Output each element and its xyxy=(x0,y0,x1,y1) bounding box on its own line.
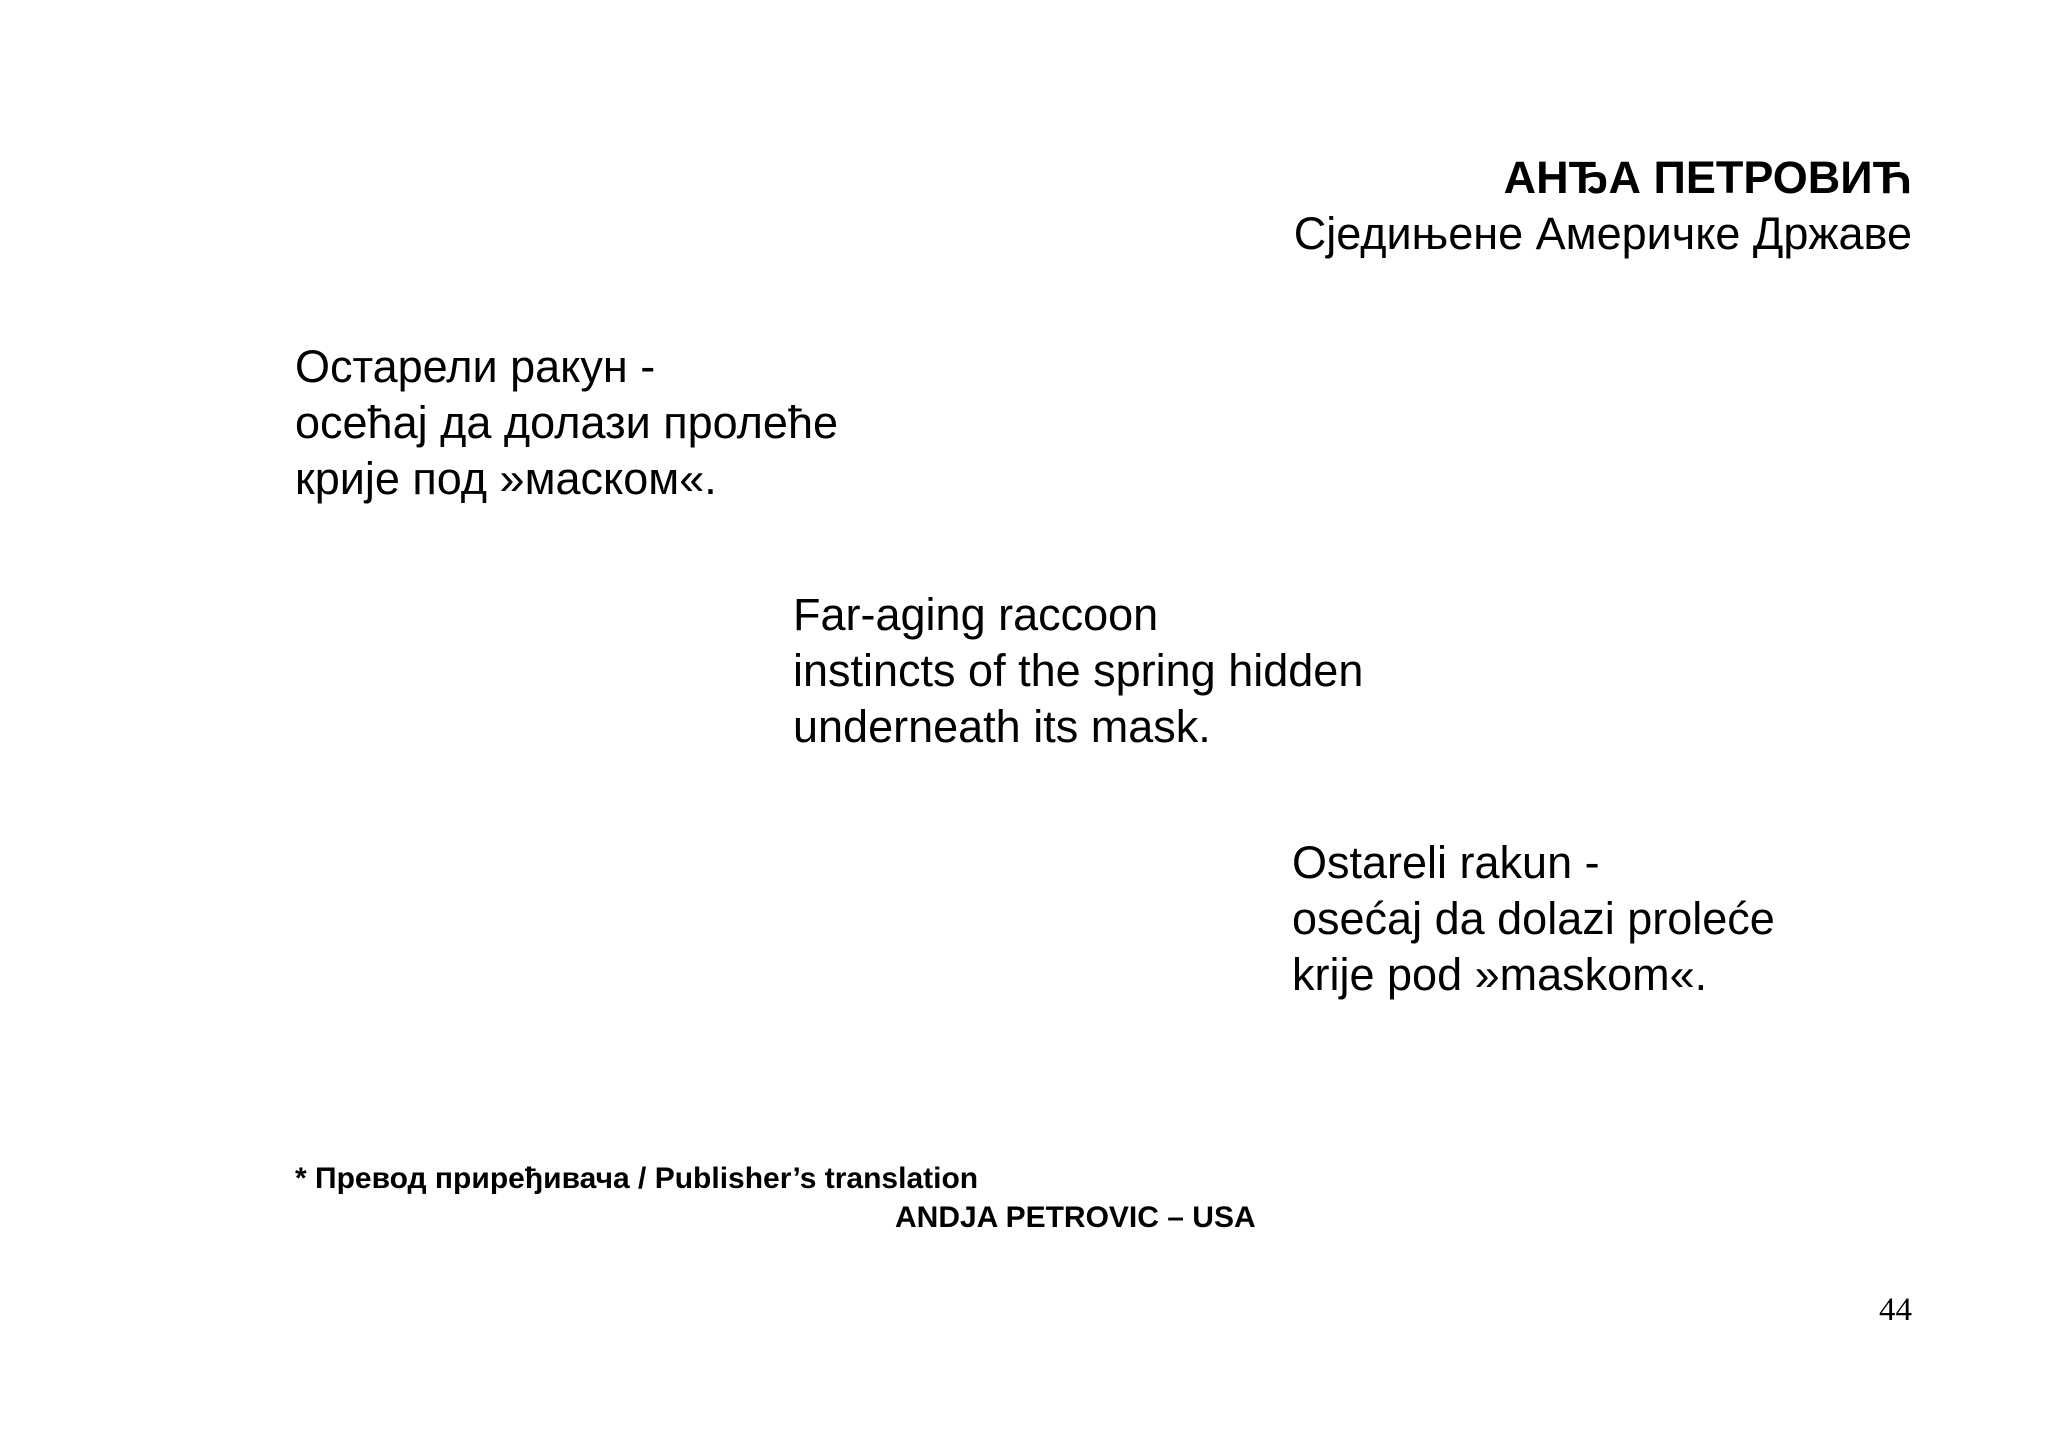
haiku-latin xyxy=(1292,835,1775,1003)
haiku-line: osećaj da dolazi proleće xyxy=(1292,893,1775,944)
haiku-line: instincts of the spring hidden xyxy=(793,645,1364,696)
haiku-cyrillic xyxy=(295,339,838,507)
haiku-line: Far-aging raccoon xyxy=(793,589,1159,640)
author-country: Сједињене Америчке Државе xyxy=(1293,208,1912,259)
author-header xyxy=(1294,150,1912,262)
page-number: 44 xyxy=(1879,1292,1912,1328)
haiku-line: underneath its mask. xyxy=(793,701,1211,752)
haiku-english xyxy=(793,587,1363,755)
haiku-line: krije pod »maskom«. xyxy=(1292,949,1708,1000)
haiku-line: Остарели ракун - xyxy=(295,341,656,392)
haiku-line: крије под »маском«. xyxy=(295,453,717,504)
translation-note: * Превод приређивача / Publisher’s translation xyxy=(295,1162,979,1195)
haiku-line: осећај да долази пролеће xyxy=(295,397,839,448)
author-credit: ANDJA PETROVIC – USA xyxy=(895,1201,1256,1234)
author-name: АНЂА ПЕТРОВИЋ xyxy=(1503,152,1912,203)
haiku-line: Ostareli rakun - xyxy=(1292,837,1600,888)
